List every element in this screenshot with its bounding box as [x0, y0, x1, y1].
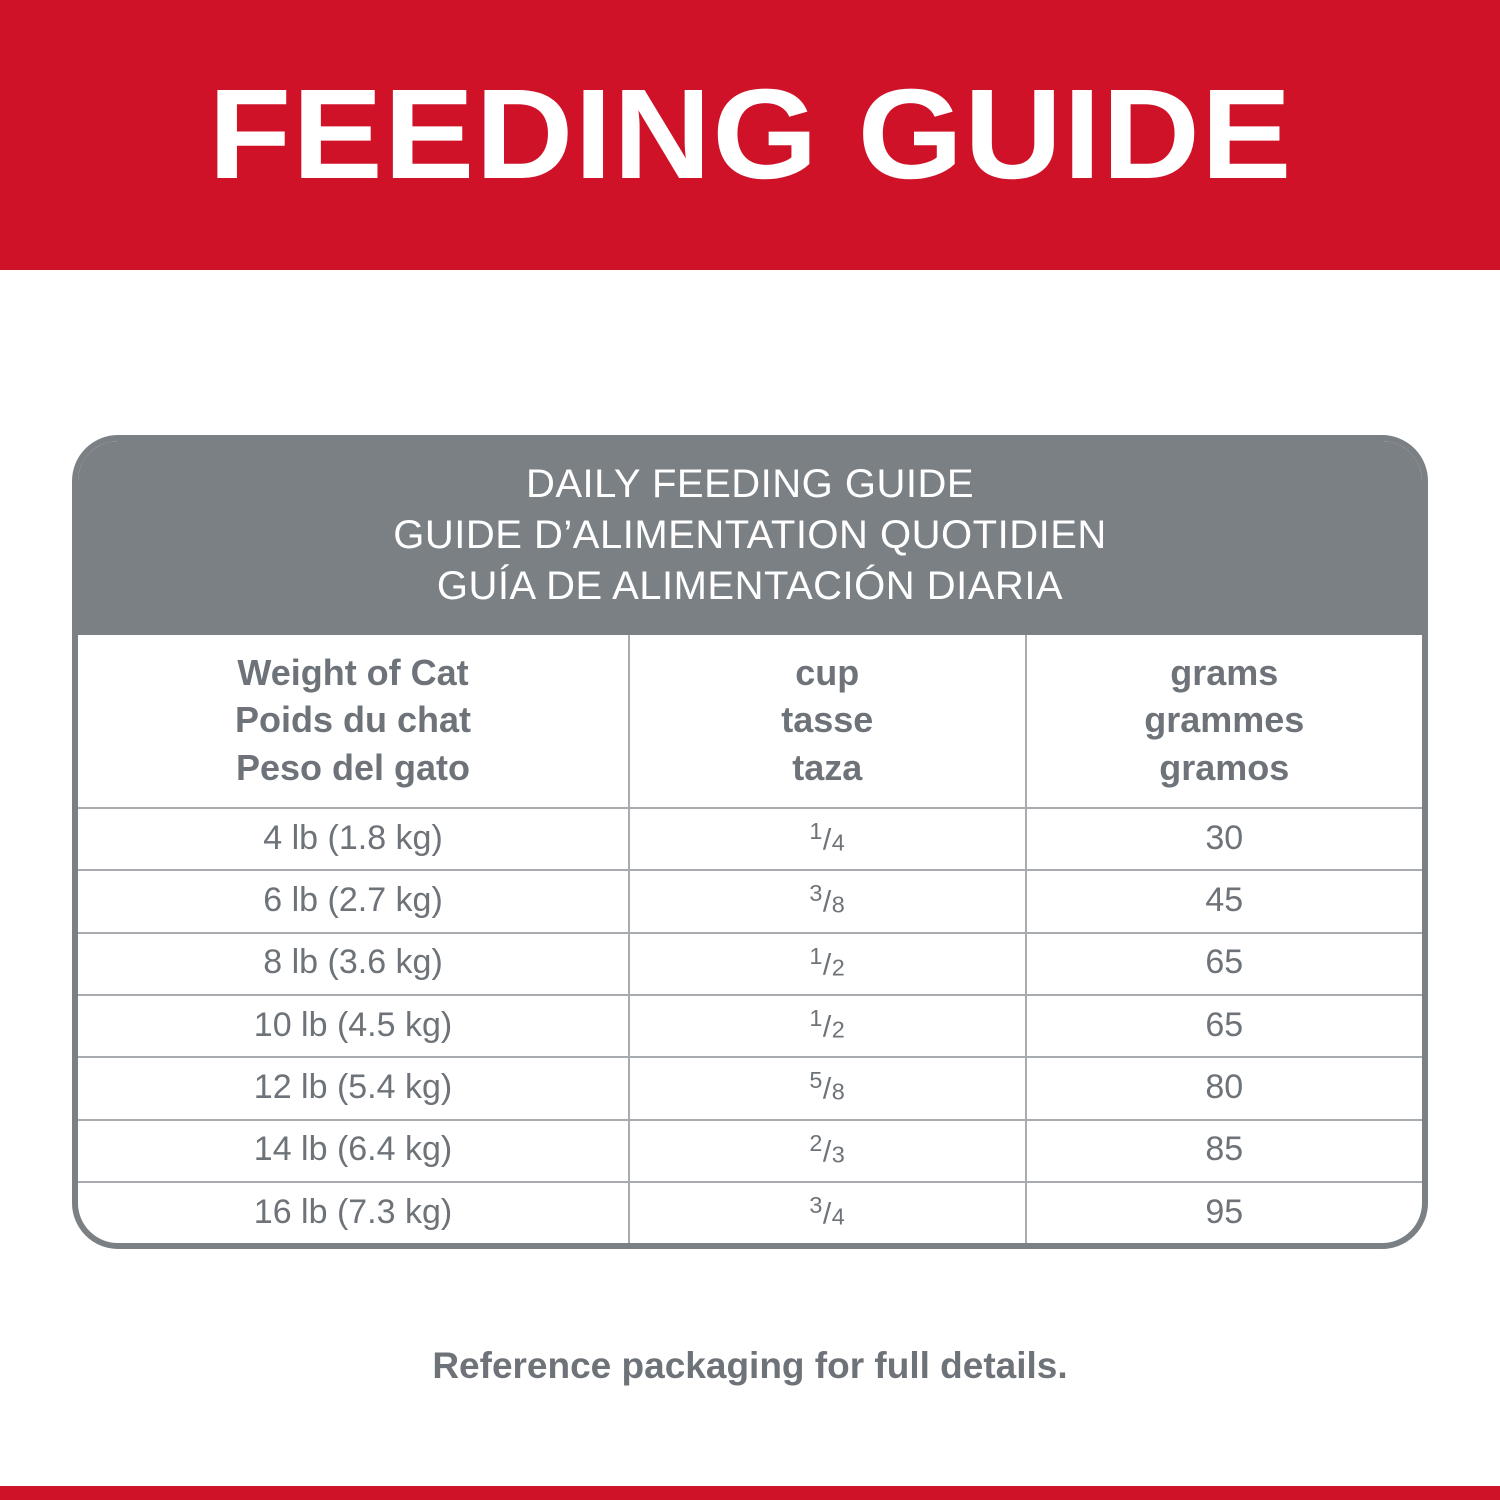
cell-grams: 30 [1026, 808, 1423, 870]
table-header-row [78, 635, 1422, 809]
cell-cup [629, 933, 1025, 995]
cell-grams: 65 [1026, 995, 1423, 1057]
table-row [78, 1057, 1422, 1119]
table-row [78, 995, 1422, 1057]
fraction-numerator: 1 [809, 818, 823, 845]
column-header-cup-en: cup [795, 651, 860, 693]
fraction: $^2/_3$ [809, 1129, 846, 1169]
footnote-text: Reference packaging for full details. [432, 1345, 1068, 1386]
fraction: $^5/_8$ [809, 1067, 846, 1106]
feeding-table [78, 635, 1422, 1244]
column-header-grams-en: grams [1170, 651, 1279, 693]
cell-cup [629, 1182, 1025, 1243]
table-row [78, 1120, 1422, 1182]
page-title: FEEDING GUIDE [207, 63, 1293, 206]
card-header-line-en: DAILY FEEDING GUIDE [525, 462, 975, 506]
card-header-line-es: GUÍA DE ALIMENTACIÓN DIARIA [436, 564, 1064, 609]
table-row [78, 808, 1422, 870]
table-row [78, 933, 1422, 995]
cell-grams: 85 [1026, 1120, 1423, 1182]
column-header-weight-es: Peso del gato [235, 746, 471, 788]
cell-weight: 4 lb (1.8 kg) [78, 808, 629, 870]
fraction-denominator: 2 [831, 1016, 846, 1043]
table-row [78, 870, 1422, 932]
fraction-denominator: 2 [831, 954, 846, 981]
column-header-grams-es: gramos [1159, 746, 1290, 788]
fraction: $^3/_8$ [809, 880, 846, 919]
fraction-numerator: 1 [809, 1005, 823, 1032]
fraction: $^3/_4$ [809, 1191, 846, 1231]
column-header-weight-en: Weight of Cat [237, 651, 469, 693]
column-header-cup [629, 635, 1025, 809]
cell-cup [629, 870, 1025, 932]
cell-grams: 65 [1026, 933, 1423, 995]
bottom-accent-strip [0, 1486, 1500, 1500]
fraction-denominator: 3 [831, 1141, 846, 1168]
cell-grams: 80 [1026, 1057, 1423, 1119]
fraction-denominator: 8 [831, 1079, 846, 1106]
card-header-line-fr: GUIDE D’ALIMENTATION QUOTIDIEN [393, 513, 1107, 558]
cell-cup [629, 808, 1025, 870]
cell-cup [629, 995, 1025, 1057]
fraction-denominator: 4 [831, 1203, 846, 1230]
fraction-numerator: 5 [809, 1067, 823, 1094]
fraction-numerator: 1 [809, 942, 823, 969]
fraction: $^1/_2$ [809, 1005, 846, 1044]
cell-weight: 12 lb (5.4 kg) [78, 1057, 629, 1119]
cell-grams: 45 [1026, 870, 1423, 932]
fraction: $^1/_2$ [809, 942, 846, 982]
fraction-numerator: 3 [809, 1191, 823, 1218]
card-header [78, 441, 1422, 635]
cell-weight: 16 lb (7.3 kg) [78, 1182, 629, 1243]
table-row [78, 1182, 1422, 1243]
column-header-weight-fr: Poids du chat [235, 699, 472, 741]
column-header-cup-es: taza [792, 746, 863, 788]
cell-cup [629, 1057, 1025, 1119]
fraction-denominator: 8 [831, 892, 846, 919]
column-header-cup-fr: tasse [781, 699, 874, 741]
daily-feeding-guide-card [72, 435, 1428, 1249]
cell-weight: 14 lb (6.4 kg) [78, 1120, 629, 1182]
fraction-numerator: 3 [809, 880, 823, 907]
column-header-grams-fr: grammes [1144, 699, 1305, 741]
cell-weight: 6 lb (2.7 kg) [78, 870, 629, 932]
column-header-grams [1026, 635, 1423, 809]
cell-grams: 95 [1026, 1182, 1423, 1243]
feeding-guide-banner [0, 0, 1500, 270]
fraction-denominator: 4 [831, 829, 846, 856]
cell-weight: 10 lb (4.5 kg) [78, 995, 629, 1057]
fraction: $^1/_4$ [809, 818, 846, 857]
cell-weight: 8 lb (3.6 kg) [78, 933, 629, 995]
cell-cup [629, 1120, 1025, 1182]
fraction-numerator: 2 [809, 1129, 823, 1156]
column-header-weight [78, 635, 629, 809]
